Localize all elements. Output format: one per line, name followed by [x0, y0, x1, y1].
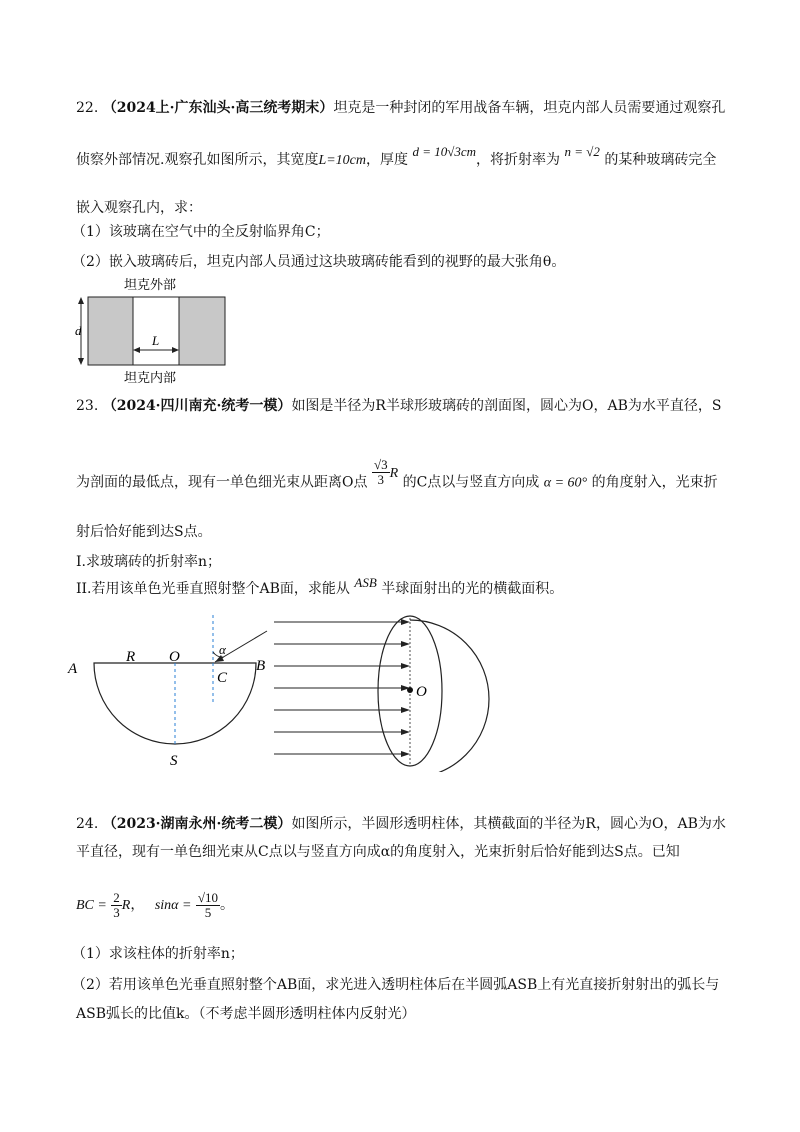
q23-source: （2024·四川南充·统考一模）	[102, 398, 292, 414]
q23-text2b: 的C点以与竖直方向成	[402, 474, 540, 491]
q24-sin-fraction: $\frac{√10}{5}$	[197, 889, 219, 920]
q22-fig-d-label: d	[75, 323, 82, 338]
q22-source: （2024上·广东汕头·高三统考期末）	[102, 100, 334, 116]
q24-sin-lhs: sinα =	[154, 898, 192, 913]
q24-line1	[76, 814, 726, 834]
q24-bc-lhs: BC =	[76, 898, 107, 913]
q23-label-C: C	[217, 670, 228, 686]
q23-figure-semicircle	[66, 610, 286, 770]
q23-alpha-eq: α = 60°	[543, 475, 588, 491]
q23-label-R: R	[126, 649, 136, 665]
q22-part2: （2）嵌入玻璃砖后，坦克内部人员通过这块玻璃砖能看到的视野的最大张角θ。	[72, 254, 566, 270]
q23-number: 23.	[76, 398, 99, 414]
q23-part2: II.若用该单色光垂直照射整个AB面，求能从 ASB 半球面射出的光的横截面积。	[76, 575, 564, 597]
q22-text2a: 侦察外部情况.观察孔如图所示，其宽度	[76, 152, 319, 168]
q23-hemisphere-label-O: O	[416, 684, 427, 700]
q22-fig-right-wall	[179, 297, 225, 365]
q24-part2b: ASB弧长的比值k。（不考虑半圆形透明柱体内反射光）	[76, 1006, 416, 1022]
q23-text1: 如图是半径为R半球形玻璃砖的剖面图，圆心为O，AB为水平直径，S	[291, 398, 722, 414]
q24-bc-fraction: $\frac{2}{3}$	[113, 889, 120, 920]
q22-fig-hole	[133, 297, 179, 365]
q23-label-O: O	[169, 649, 180, 665]
q22-d-eq: d = 10√3cm	[412, 144, 477, 159]
q24-text1: 如图所示，半圆形透明柱体，其横截面的半径为R，圆心为O，AB为水	[291, 816, 726, 832]
q22-text3: 嵌入观察孔内，求：	[76, 200, 202, 216]
q23-label-S: S	[170, 753, 178, 769]
q22-text2d: 的某种玻璃砖完全	[604, 152, 717, 168]
q22-text1: 坦克是一种封闭的军用战备车辆，坦克内部人员需要通过观察孔	[333, 100, 726, 116]
q22-text2c: ，将折射率为	[476, 152, 561, 168]
q22-line3	[76, 198, 202, 218]
q23-part1: I.求玻璃砖的折射率n；	[76, 554, 221, 570]
q22-text2b: ，厚度	[366, 152, 409, 168]
q24-part2a: （2）若用该单色光垂直照射整个AB面，求光进入透明柱体后在半圆弧ASB上有光直接折射射出的弧长与	[72, 977, 720, 993]
q23-line3: 射后恰好能到达S点。	[76, 524, 212, 540]
q23-fraction: $\frac{√3}{3}$	[373, 457, 388, 487]
q22-line1	[76, 98, 725, 118]
q22-number: 22.	[76, 100, 99, 116]
q24-given: BC = $\frac{2}{3}$ R， sinα = $\frac{√10}{5}$ 。	[76, 889, 235, 920]
q23-line1	[76, 396, 721, 416]
q24-part1: （1）求该柱体的折射率n；	[72, 946, 244, 962]
q23-label-alpha: α	[219, 642, 226, 657]
q23-label-A: A	[68, 661, 78, 677]
q22-n-eq: n = √2	[564, 144, 600, 159]
q23-parallel-rays	[274, 619, 410, 757]
q23-text2c: 的角度射入，光束折	[591, 474, 718, 491]
q23-arc-asb: ASB	[354, 575, 377, 590]
q22-line2	[76, 144, 717, 171]
q24-number: 24.	[76, 816, 99, 832]
q23-line2: 为剖面的最低点，现有一单色细光束从距离O点 $\frac{√3}{3}$ R 的C点以与竖直方向成 α = 60° 的角度射入，光束折	[76, 457, 718, 491]
q22-L-eq: L=10cm	[318, 153, 367, 168]
q22-figure	[66, 272, 246, 388]
q22-fig-bottom-label: 坦克内部	[124, 370, 177, 385]
q22-fig-left-wall	[88, 297, 133, 365]
q23-figure-hemisphere	[270, 612, 500, 772]
q23-text2a: 为剖面的最低点，现有一单色细光束从距离O点	[76, 474, 368, 491]
q22-part1: （1）该玻璃在空气中的全反射临界角C；	[72, 224, 330, 240]
q24-line2: 平直径，现有一单色细光束从C点以与竖直方向成α的角度射入，光束折射后恰好能到达S点。已知	[76, 844, 680, 860]
q24-source: （2023·湖南永州·统考二模）	[102, 816, 292, 832]
q22-fig-top-label: 坦克外部	[124, 277, 177, 292]
q22-fig-L-label: L	[152, 333, 160, 348]
q23-label-B: B	[256, 658, 266, 674]
